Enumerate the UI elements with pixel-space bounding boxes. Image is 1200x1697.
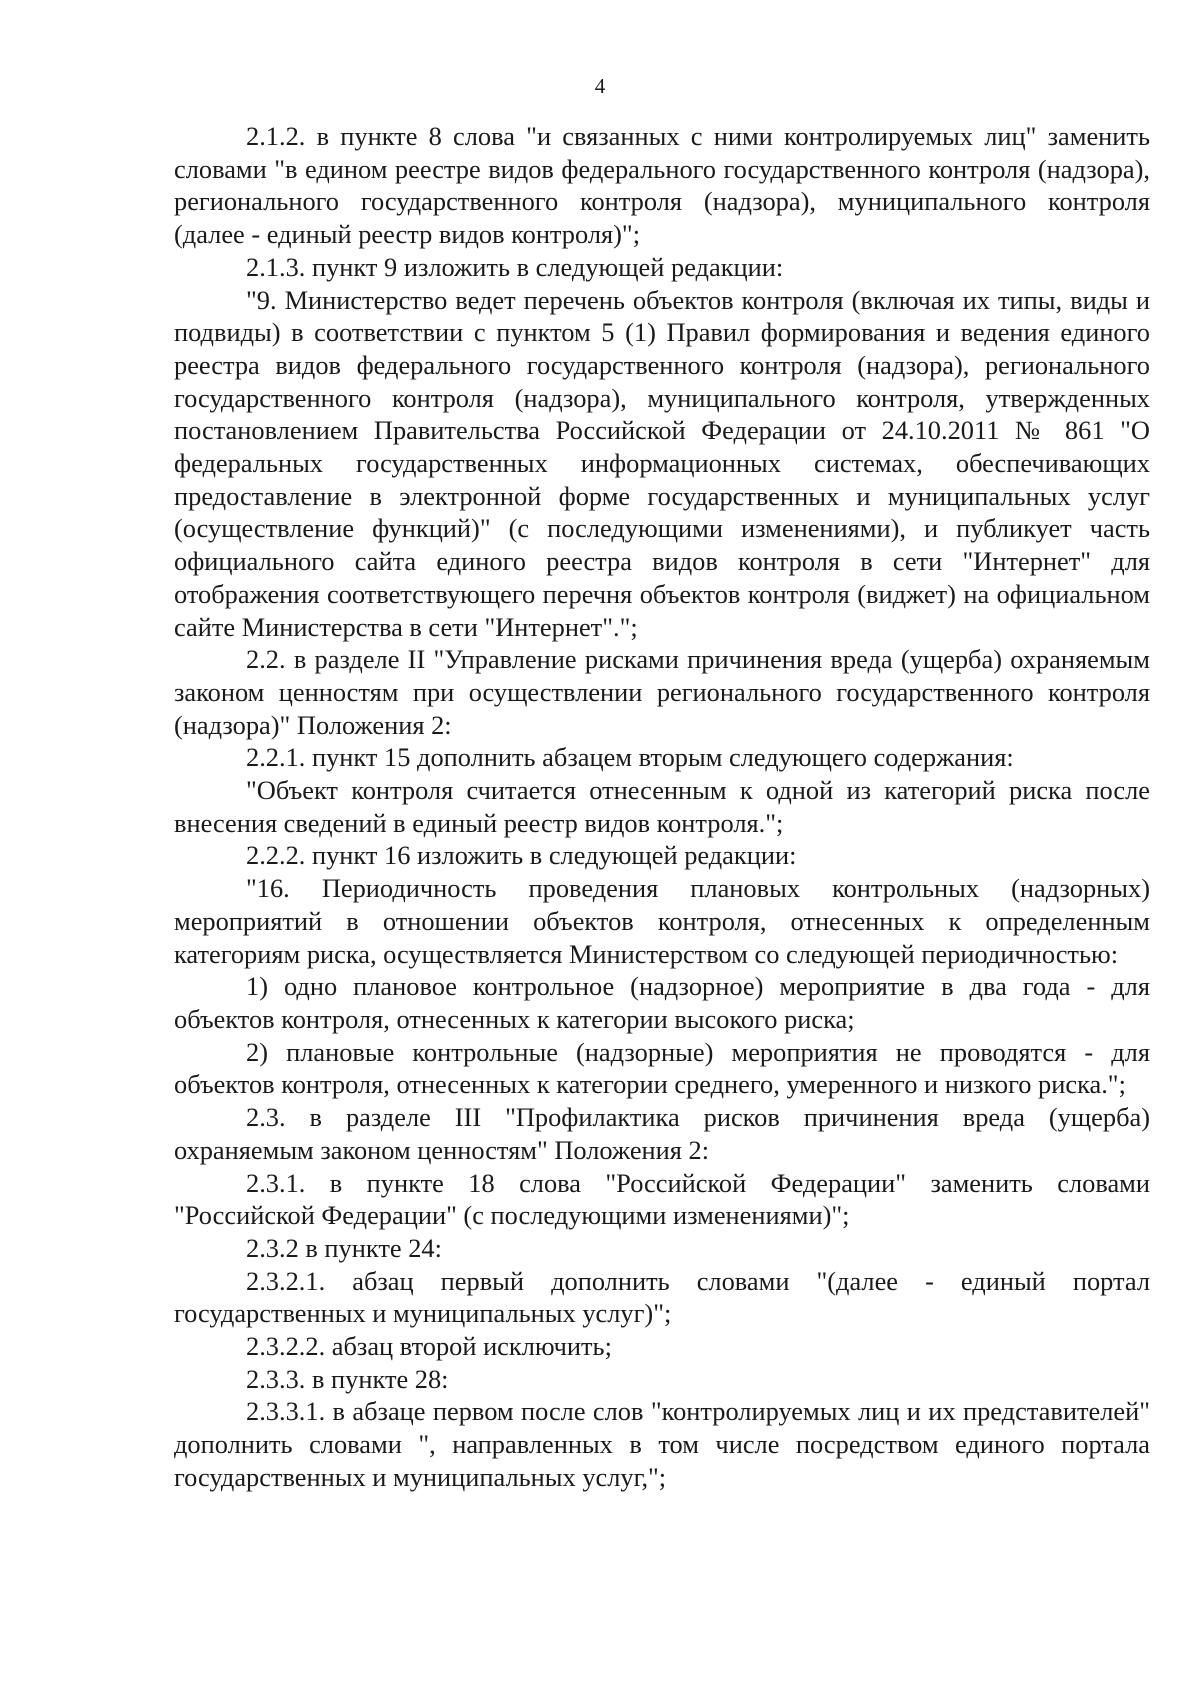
paragraph-2-3-2-2: 2.3.2.2. абзац второй исключить; bbox=[246, 1331, 612, 1362]
paragraph-2-2: 2.2. в разделе II "Управление рисками причинения вреда (ущерба) охраняемым законом ценностям при осуществлении регионального государственного контроля (надзора)" Положения 2: bbox=[174, 644, 1150, 740]
paragraph-2-1-2: 2.1.2. в пункте 8 слова "и связанных с ними контролируемых лиц" заменить словами "в едином реестре видов федерального государственного контроля (надзора), регионального государственного контроля (надзора), муниципального контроля (далее - единый реестр видов контроля)"; bbox=[174, 121, 1150, 250]
paragraph-item-1: 1) одно плановое контрольное (надзорное) мероприятие в два года - для объектов контроля, отнесенных к категории высокого риска; bbox=[174, 971, 1150, 1034]
paragraph-point-16-text: "16. Периодичность проведения плановых контрольных (надзорных) мероприятий в отношении объектов контроля, отнесенных к определенным категориям риска, осуществляется Министерством со следующей периодичностью: bbox=[174, 873, 1150, 969]
paragraph-2-3-3-1: 2.3.3.1. в абзаце первом после слов "контролируемых лиц и их представителей" дополнить словами ", направленных в том числе посредством единого портала государственных и муниципальных услуг,"; bbox=[174, 1396, 1150, 1492]
paragraph-2-3-1: 2.3.1. в пункте 18 слова "Российской Федерации" заменить словами "Российской Федерации" (с последующими изменениями)"; bbox=[174, 1167, 1150, 1231]
paragraph-2-1-3: 2.1.3. пункт 9 изложить в следующей редакции: bbox=[246, 251, 784, 282]
paragraph-2-2-1: 2.2.1. пункт 15 дополнить абзацем вторым следующего содержания: bbox=[246, 742, 1014, 773]
paragraph-2-3-2: 2.3.2 в пункте 24: bbox=[246, 1232, 442, 1263]
paragraph-2-3: 2.3. в разделе III "Профилактика рисков причинения вреда (ущерба) охраняемым законом ценностям" Положения 2: bbox=[174, 1102, 1150, 1165]
paragraph-point-15-text: "Объект контроля считается отнесенным к одной из категорий риска после внесения сведений в единый реестр видов контроля."; bbox=[174, 775, 1150, 838]
paragraph-2-2-2: 2.2.2. пункт 16 изложить в следующей редакции: bbox=[246, 840, 797, 871]
document-body bbox=[174, 120, 1150, 1494]
paragraph-item-2: 2) плановые контрольные (надзорные) мероприятия не проводятся - для объектов контроля, отнесенных к категории среднего, умеренного и низкого риска."; bbox=[174, 1036, 1150, 1100]
paragraph-2-3-3: 2.3.3. в пункте 28: bbox=[246, 1363, 449, 1394]
paragraph-2-3-2-1: 2.3.2.1. абзац первый дополнить словами "(далее - единый портал государственных и муниципальных услуг)"; bbox=[174, 1265, 1150, 1329]
page-number: 4 bbox=[594, 74, 606, 98]
paragraph-point-9-text: "9. Министерство ведет перечень объектов контроля (включая их типы, виды и подвиды) в соответствии с пунктом 5 (1) Правил формирования и ведения единого реестра видов федерального государственного контроля (надзора), регионального государственного контроля (надзора), муниципального контроля, утвержденных постановлением Правительства Российской Федерации от 24.10.2011 № 861 "О федеральных государственных информационных системах, обеспечивающих предоставление в электронной форме государственных и муниципальных услуг (осуществление функций)" (с последующими изменениями), и публикует часть официального сайта единого реестра видов контроля в сети "Интернет" для отображения соответствующего перечня объектов контроля (виджет) на официальном сайте Министерства в сети "Интернет"."; bbox=[174, 284, 1150, 642]
